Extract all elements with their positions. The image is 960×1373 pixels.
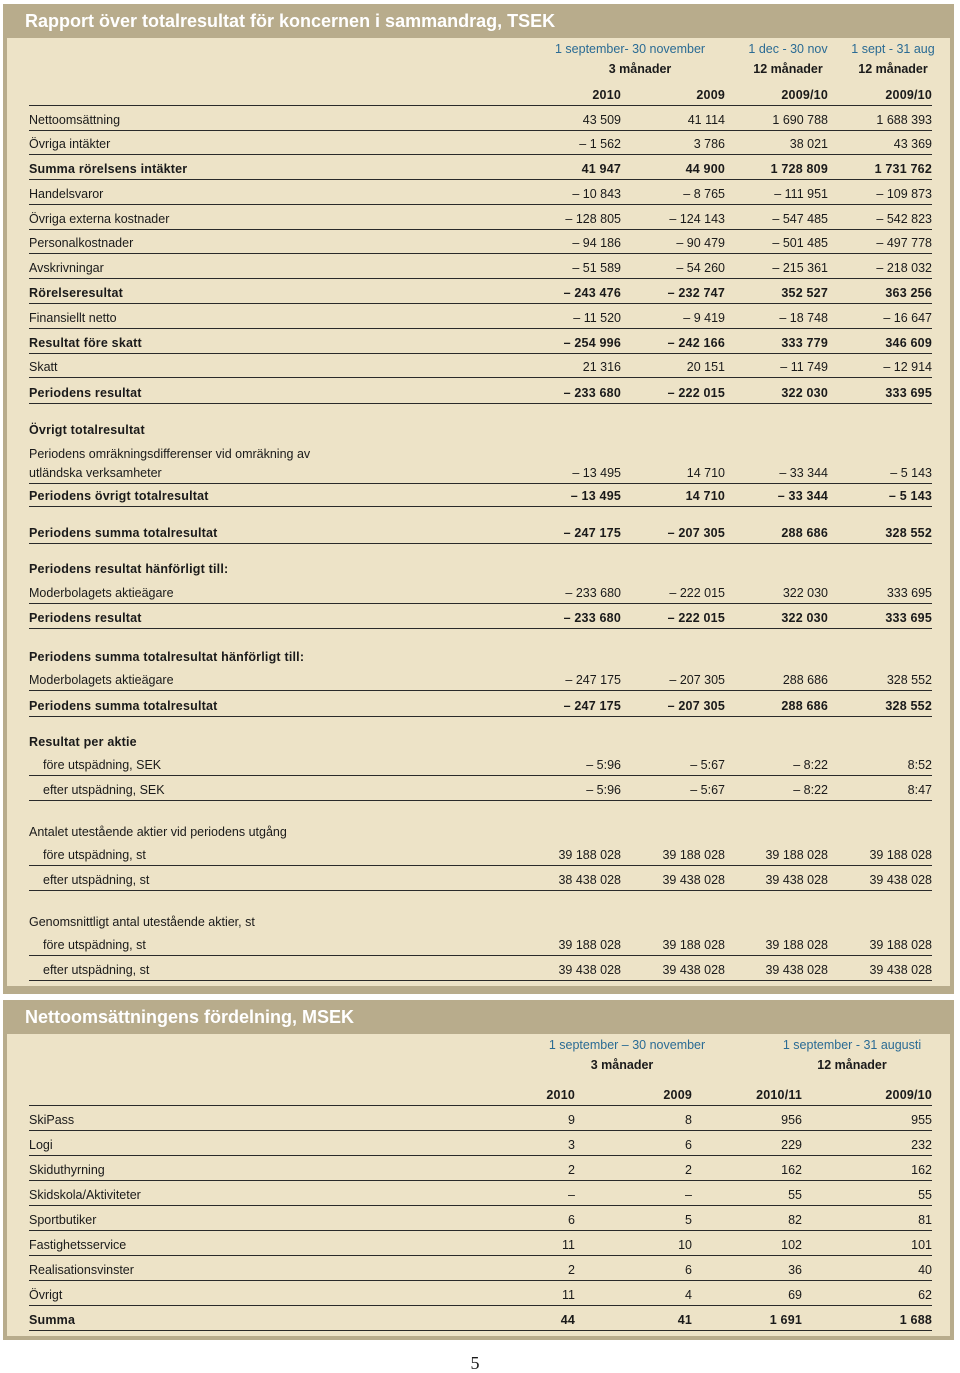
row-value: 102 bbox=[781, 1238, 802, 1252]
row-value: – 1 562 bbox=[579, 137, 621, 151]
duration-header-rolling: 12 månader bbox=[753, 62, 823, 76]
row-value: – 12 914 bbox=[883, 360, 932, 374]
income-statement-panel bbox=[3, 4, 954, 994]
net-sales-table bbox=[7, 1034, 950, 1336]
row-value: – 11 749 bbox=[780, 360, 828, 374]
row-value: 955 bbox=[911, 1113, 932, 1127]
row-value: 43 509 bbox=[582, 113, 621, 127]
row-value: – 242 166 bbox=[667, 336, 725, 350]
row-value: 8 bbox=[685, 1113, 692, 1127]
table-row bbox=[29, 1132, 932, 1156]
table-row bbox=[29, 1282, 932, 1306]
row-value: 333 695 bbox=[885, 611, 932, 625]
row-value: 2009/10 bbox=[781, 88, 828, 102]
row-value: – 243 476 bbox=[563, 286, 621, 300]
row-label: efter utspädning, SEK bbox=[43, 783, 165, 797]
row-label: Periodens omräkningsdifferenser vid omräkning av bbox=[29, 447, 311, 461]
row-label: efter utspädning, st bbox=[43, 873, 150, 887]
period-header-fiscal: 1 september - 31 augusti bbox=[782, 1038, 922, 1052]
row-value: 8:52 bbox=[907, 758, 932, 772]
section-heading bbox=[29, 818, 932, 842]
row-value: 8:47 bbox=[907, 783, 932, 797]
row-value: 352 527 bbox=[781, 286, 828, 300]
duration-header-quarter: 3 månader bbox=[590, 1058, 654, 1072]
row-value: 232 bbox=[911, 1138, 932, 1152]
row-value: – 18 748 bbox=[779, 311, 828, 325]
table-row bbox=[29, 1107, 932, 1131]
row-value: 101 bbox=[911, 1238, 932, 1252]
row-value: 82 bbox=[788, 1213, 802, 1227]
table-row bbox=[29, 957, 932, 981]
table-row bbox=[29, 867, 932, 891]
row-value: – 247 175 bbox=[563, 699, 621, 713]
section-heading bbox=[29, 728, 932, 752]
row-value: 20 151 bbox=[686, 360, 725, 374]
row-value: 6 bbox=[568, 1213, 575, 1227]
page-number: 5 bbox=[470, 1353, 480, 1373]
duration-header-quarter: 3 månader bbox=[608, 62, 672, 76]
row-label: Skiduthyrning bbox=[29, 1163, 105, 1177]
row-value: – 8 765 bbox=[683, 187, 725, 201]
table-row bbox=[29, 483, 932, 507]
row-label: Fastighetsservice bbox=[29, 1238, 127, 1252]
row-value: – 5:96 bbox=[586, 758, 621, 772]
row-value: – 233 680 bbox=[565, 586, 621, 600]
table-row bbox=[29, 932, 932, 956]
row-value: 288 686 bbox=[781, 526, 828, 540]
row-value: 41 947 bbox=[581, 162, 621, 176]
table-row bbox=[29, 1207, 932, 1231]
row-value: 1 688 bbox=[899, 1313, 932, 1327]
row-value: 6 bbox=[685, 1263, 692, 1277]
row-value: 69 bbox=[788, 1288, 802, 1302]
row-label: Finansiellt netto bbox=[29, 311, 117, 325]
period-header-fiscal: 1 sept - 31 aug bbox=[851, 42, 935, 56]
row-value: 1 731 762 bbox=[874, 162, 932, 176]
table-row bbox=[29, 380, 932, 404]
row-label: Periodens summa totalresultat bbox=[29, 699, 218, 713]
table-row bbox=[29, 107, 932, 131]
table-row bbox=[29, 156, 932, 180]
row-value: 39 188 028 bbox=[869, 848, 932, 862]
section-heading bbox=[29, 555, 932, 579]
table-row bbox=[29, 354, 932, 378]
row-value: 328 552 bbox=[886, 673, 932, 687]
table-row bbox=[29, 1232, 932, 1256]
row-value: 41 114 bbox=[687, 113, 725, 127]
row-value: – 254 996 bbox=[563, 336, 621, 350]
table-row bbox=[29, 520, 932, 544]
row-value: 322 030 bbox=[781, 386, 828, 400]
table-row bbox=[29, 605, 932, 629]
row-value: 3 bbox=[568, 1138, 575, 1152]
row-label: Periodens övrigt totalresultat bbox=[29, 489, 209, 503]
row-label: Skatt bbox=[29, 360, 58, 374]
row-label: Rörelseresultat bbox=[29, 286, 124, 300]
row-value: 55 bbox=[788, 1188, 802, 1202]
row-value: 36 bbox=[788, 1263, 802, 1277]
duration-header-fiscal: 12 månader bbox=[817, 1058, 887, 1072]
row-label: Logi bbox=[29, 1138, 53, 1152]
row-value: 5 bbox=[685, 1213, 692, 1227]
row-value: 2009 bbox=[696, 88, 725, 102]
table-row bbox=[29, 255, 932, 279]
row-value: 9 bbox=[568, 1113, 575, 1127]
row-value: 2 bbox=[685, 1163, 692, 1177]
row-value: – 5:96 bbox=[586, 783, 621, 797]
table-row bbox=[29, 1257, 932, 1281]
row-label: före utspädning, st bbox=[43, 938, 146, 952]
row-value: 21 316 bbox=[582, 360, 621, 374]
row-label: Handelsvaror bbox=[29, 187, 104, 201]
row-value: 2010 bbox=[546, 1088, 575, 1102]
year-header-row bbox=[29, 82, 932, 106]
row-label: Periodens summa totalresultat hänförligt till: bbox=[29, 650, 305, 664]
row-label: Övrigt bbox=[29, 1288, 63, 1302]
income-statement-table bbox=[7, 38, 950, 986]
row-label: Realisationsvinster bbox=[29, 1263, 134, 1277]
row-value: – 222 015 bbox=[667, 611, 725, 625]
row-label: före utspädning, st bbox=[43, 848, 146, 862]
row-value: 44 900 bbox=[685, 162, 725, 176]
row-value: – 247 175 bbox=[563, 526, 621, 540]
row-label: Summa rörelsens intäkter bbox=[29, 162, 188, 176]
table-row bbox=[29, 181, 932, 205]
row-value: 288 686 bbox=[781, 699, 828, 713]
row-label: Nettoomsättning bbox=[29, 113, 121, 127]
row-value: – 33 344 bbox=[777, 489, 828, 503]
period-header-rolling: 1 dec - 30 nov bbox=[748, 42, 828, 56]
row-value: 322 030 bbox=[782, 586, 828, 600]
period-header-quarter: 1 september- 30 november bbox=[555, 42, 706, 56]
row-value: – 9 419 bbox=[683, 311, 725, 325]
row-value: – 10 843 bbox=[572, 187, 621, 201]
period-header-quarter: 1 september – 30 november bbox=[548, 1038, 706, 1052]
row-label: Resultat per aktie bbox=[29, 735, 137, 749]
row-value: 363 256 bbox=[885, 286, 932, 300]
row-label: Periodens summa totalresultat bbox=[29, 526, 218, 540]
row-value: 81 bbox=[918, 1213, 932, 1227]
row-label: Periodens resultat bbox=[29, 386, 142, 400]
row-value: 39 188 028 bbox=[765, 938, 828, 952]
row-value: 162 bbox=[911, 1163, 932, 1177]
row-value: – 90 479 bbox=[676, 236, 725, 250]
row-value: 6 bbox=[685, 1138, 692, 1152]
row-value: – 109 873 bbox=[876, 187, 932, 201]
row-value: – 218 032 bbox=[876, 261, 932, 275]
table-row bbox=[29, 280, 932, 304]
row-value: – 11 520 bbox=[573, 311, 621, 325]
row-value: – bbox=[568, 1188, 575, 1202]
table-row bbox=[29, 1182, 932, 1206]
row-value: 2009 bbox=[663, 1088, 692, 1102]
row-label: Antalet utestående aktier vid periodens utgång bbox=[29, 825, 287, 839]
row-value: 3 786 bbox=[693, 137, 725, 151]
row-value: 39 438 028 bbox=[558, 963, 621, 977]
row-value: 2009/10 bbox=[885, 88, 932, 102]
row-value: – 94 186 bbox=[572, 236, 621, 250]
table-row bbox=[29, 131, 932, 155]
row-value: 2 bbox=[568, 1263, 575, 1277]
row-label: Övriga externa kostnader bbox=[29, 212, 170, 226]
table-row bbox=[29, 230, 932, 254]
row-label: före utspädning, SEK bbox=[43, 758, 162, 772]
row-value: 162 bbox=[781, 1163, 802, 1177]
row-value: – 207 305 bbox=[667, 699, 725, 713]
row-value: – 5:67 bbox=[690, 758, 725, 772]
row-value: – 51 589 bbox=[572, 261, 621, 275]
row-value: 1 691 bbox=[769, 1313, 802, 1327]
row-value: – 111 951 bbox=[774, 187, 828, 201]
row-value: – 128 805 bbox=[565, 212, 621, 226]
table-row bbox=[29, 1157, 932, 1181]
row-label: SkiPass bbox=[29, 1113, 75, 1127]
row-value: 39 188 028 bbox=[662, 848, 725, 862]
table-row bbox=[29, 580, 932, 604]
row-value: 229 bbox=[781, 1138, 802, 1152]
row-value: 39 438 028 bbox=[869, 963, 932, 977]
row-value: – 5:67 bbox=[690, 783, 725, 797]
row-value: 333 779 bbox=[781, 336, 828, 350]
row-label: Periodens resultat bbox=[29, 611, 142, 625]
net-sales-panel bbox=[3, 1000, 954, 1340]
row-value: – 222 015 bbox=[667, 386, 725, 400]
row-value: – 232 747 bbox=[667, 286, 725, 300]
section-heading bbox=[29, 643, 932, 667]
row-value: – 547 485 bbox=[772, 212, 828, 226]
row-label: Övriga intäkter bbox=[29, 137, 111, 151]
row-label: Genomsnittligt antal utestående aktier, st bbox=[29, 915, 255, 929]
row-value: 39 438 028 bbox=[765, 873, 828, 887]
row-value: 1 690 788 bbox=[772, 113, 828, 127]
row-value: – 497 778 bbox=[876, 236, 932, 250]
row-label: utländska verksamheter bbox=[29, 466, 162, 480]
row-value: 39 438 028 bbox=[869, 873, 932, 887]
row-value: 39 188 028 bbox=[558, 848, 621, 862]
row-value: 38 021 bbox=[789, 137, 828, 151]
row-value: – 5 143 bbox=[890, 466, 932, 480]
row-value: – 8:22 bbox=[793, 758, 828, 772]
duration-header-fiscal: 12 månader bbox=[858, 62, 928, 76]
row-value: 14 710 bbox=[685, 489, 725, 503]
row-value: 333 695 bbox=[886, 586, 932, 600]
row-value: – 33 344 bbox=[779, 466, 828, 480]
row-value: 41 bbox=[677, 1313, 692, 1327]
row-label: Moderbolagets aktieägare bbox=[29, 586, 174, 600]
row-value: 2009/10 bbox=[885, 1088, 932, 1102]
row-value: – 247 175 bbox=[565, 673, 621, 687]
row-label: Resultat före skatt bbox=[29, 336, 142, 350]
row-value: 39 438 028 bbox=[765, 963, 828, 977]
row-value: 4 bbox=[685, 1288, 692, 1302]
row-label: Skidskola/Aktiviteter bbox=[29, 1188, 141, 1202]
row-value: – 207 305 bbox=[667, 526, 725, 540]
row-value: 2 bbox=[568, 1163, 575, 1177]
row-value: 2010/11 bbox=[756, 1088, 802, 1102]
row-value: 328 552 bbox=[885, 526, 932, 540]
row-value: – 233 680 bbox=[563, 386, 621, 400]
table-row bbox=[29, 305, 932, 329]
row-value: 10 bbox=[678, 1238, 692, 1252]
row-value: 14 710 bbox=[686, 466, 725, 480]
row-label: Övrigt totalresultat bbox=[29, 423, 145, 437]
section-heading bbox=[29, 416, 932, 440]
row-value: – 501 485 bbox=[772, 236, 828, 250]
row-value: 288 686 bbox=[782, 673, 828, 687]
row-value: 11 bbox=[562, 1288, 575, 1302]
row-value: 40 bbox=[918, 1263, 932, 1277]
row-value: 39 438 028 bbox=[662, 963, 725, 977]
row-value: – 215 361 bbox=[772, 261, 828, 275]
row-value: – bbox=[685, 1188, 692, 1202]
year-header-row bbox=[29, 1082, 932, 1106]
section-heading bbox=[29, 908, 932, 932]
row-value: 11 bbox=[562, 1238, 575, 1252]
row-value: 1 688 393 bbox=[876, 113, 932, 127]
row-value: 333 695 bbox=[885, 386, 932, 400]
row-label: Moderbolagets aktieägare bbox=[29, 673, 174, 687]
table-row bbox=[29, 460, 932, 484]
row-value: – 13 495 bbox=[572, 466, 621, 480]
row-value: – 542 823 bbox=[876, 212, 932, 226]
row-value: 39 188 028 bbox=[765, 848, 828, 862]
row-value: – 124 143 bbox=[669, 212, 725, 226]
row-value: 44 bbox=[560, 1313, 575, 1327]
table-row bbox=[29, 667, 932, 691]
row-value: 956 bbox=[781, 1113, 802, 1127]
row-value: 39 188 028 bbox=[558, 938, 621, 952]
net-sales-title: Nettoomsättningens fördelning, MSEK bbox=[25, 1006, 355, 1027]
row-value: – 222 015 bbox=[669, 586, 725, 600]
row-value: 62 bbox=[918, 1288, 932, 1302]
table-row bbox=[29, 752, 932, 776]
table-row bbox=[29, 206, 932, 230]
row-value: 38 438 028 bbox=[558, 873, 621, 887]
total-row bbox=[29, 1307, 932, 1331]
row-value: 346 609 bbox=[885, 336, 932, 350]
table-row bbox=[29, 330, 932, 354]
row-value: 322 030 bbox=[781, 611, 828, 625]
row-label: Periodens resultat hänförligt till: bbox=[29, 562, 229, 576]
row-value: 55 bbox=[918, 1188, 932, 1202]
row-value: – 233 680 bbox=[563, 611, 621, 625]
row-value: – 54 260 bbox=[676, 261, 725, 275]
row-value: 328 552 bbox=[885, 699, 932, 713]
table-row bbox=[29, 777, 932, 801]
row-label: efter utspädning, st bbox=[43, 963, 150, 977]
row-value: – 5 143 bbox=[888, 489, 932, 503]
row-value: – 13 495 bbox=[570, 489, 621, 503]
row-value: – 16 647 bbox=[883, 311, 932, 325]
row-label: Summa bbox=[29, 1313, 76, 1327]
row-value: 2010 bbox=[592, 88, 621, 102]
row-label: Personalkostnader bbox=[29, 236, 134, 250]
row-value: 1 728 809 bbox=[770, 162, 828, 176]
row-value: 39 438 028 bbox=[662, 873, 725, 887]
row-label: Sportbutiker bbox=[29, 1213, 97, 1227]
income-statement-title: Rapport över totalresultat för koncernen i sammandrag, TSEK bbox=[25, 10, 556, 31]
table-row bbox=[29, 693, 932, 717]
row-label: Avskrivningar bbox=[29, 261, 104, 275]
row-value: 39 188 028 bbox=[662, 938, 725, 952]
row-value: 39 188 028 bbox=[869, 938, 932, 952]
row-value: – 8:22 bbox=[793, 783, 828, 797]
table-row bbox=[29, 842, 932, 866]
row-value: – 207 305 bbox=[669, 673, 725, 687]
row-value: 43 369 bbox=[893, 137, 932, 151]
